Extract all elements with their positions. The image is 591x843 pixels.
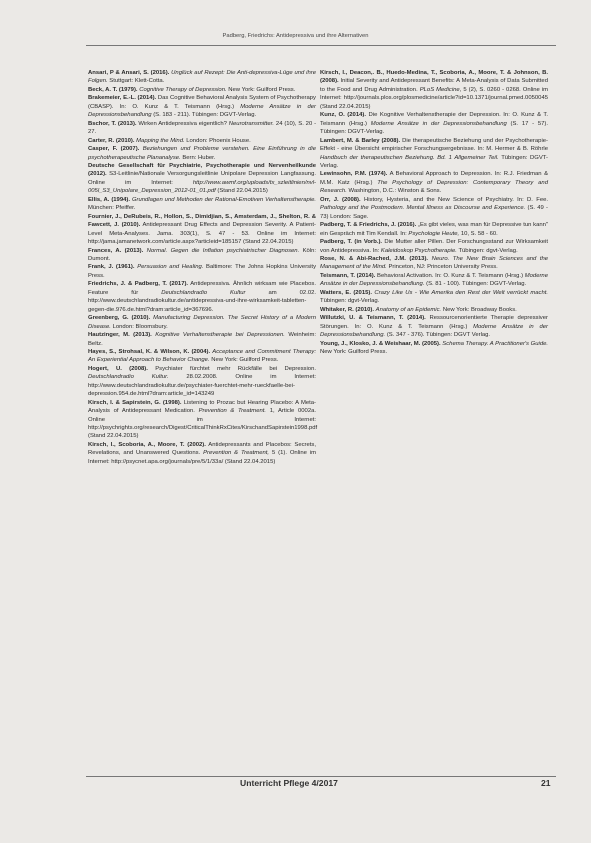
reference-authors: Ellis, A. (1994). xyxy=(88,196,130,203)
reference-details: (S. 49 - 73) London: Sage. xyxy=(320,205,548,220)
reference-details: London: Phoenix House. xyxy=(186,137,251,144)
reference-text: Behavioral Activation. In: O. Kunz & T. Teismann (Hrsg.) xyxy=(377,272,524,279)
reference-details: 1, Article 0002a. Online im Internet: http://psychrights.org/research/Digest/CriticalThinkRxCites/KirschandSapirstein1998.pdf (Stand 22.04.2015) xyxy=(88,408,318,440)
reference-entry xyxy=(88,348,316,365)
reference-title: Neurotransmitter. xyxy=(228,120,275,127)
reference-authors: Hogert, U. (2008). xyxy=(88,365,148,372)
reference-authors: Hautzinger, M. (2013). xyxy=(88,332,152,339)
reference-authors: Whitaker, R. (2010). xyxy=(320,306,375,313)
reference-text: A Behavioral Approach to Depression. In: R.J. Friedman & M.M. Katz (Hrsg.) xyxy=(320,171,549,186)
reference-authors: Teismann, T. (2014). xyxy=(320,272,376,279)
reference-entry xyxy=(320,272,548,289)
reference-details: New York: Guilford Press. xyxy=(211,357,279,364)
reference-title: Neuro. The New Brain Sciences and the Management of the Mind. xyxy=(320,255,549,271)
reference-entry xyxy=(320,238,548,255)
reference-details: 5 (1). Online im Internet: http://psycnet.apa.org/journals/pre/5/1/33a/ (Stand 22.04.2015) xyxy=(88,450,316,465)
reference-authors: Friedrichs, J. & Padberg, T. (2017). xyxy=(88,281,189,288)
reference-title: Unglück auf Rezept: Die Anti-depressiva-Lüge und ihre Folgen. xyxy=(88,70,317,85)
reference-title: Handbuch der therapeutischen Beziehung. Bd. 1 Allgemeiner Teil. xyxy=(320,154,499,161)
reference-details: 24 (10), S. 20 - 27. xyxy=(88,120,317,136)
reference-details: am 02.02. http://www.deutschlandradiokultur.de/antidepressiva-und-ihre-wirksamkeit-tabletten-gegen-die.976.de.html?dram:article_id=367696. xyxy=(88,289,317,313)
reference-entry xyxy=(88,399,316,441)
reference-details: Princeton, NJ: Princeton University Press. xyxy=(388,264,498,271)
footer-rule xyxy=(86,776,556,777)
reference-authors: Orr, J. (2008). xyxy=(320,196,361,203)
reference-details: New York: Guilford Press. xyxy=(228,86,296,93)
reference-details: Baltimore: The Johns Hopkins University Press. xyxy=(88,264,317,279)
reference-authors: Rose, N. & Abi-Rached, J.M. (2013). xyxy=(320,255,429,262)
reference-text: Das Cognitive Behavioral Analysis System of Psychotherapy (CBASP). In: O. Kunz & T. Teismann (Hrsg.) xyxy=(88,95,316,110)
reference-title: Crazy Like Us - Wie Amerika den Rest der Welt verrückt macht. xyxy=(374,289,549,296)
reference-entry xyxy=(320,289,548,306)
reference-text: Wirken Antidepressiva eigentlich? xyxy=(138,120,227,127)
reference-entry xyxy=(88,213,316,247)
reference-authors: Frances, A. (2013). xyxy=(88,247,144,254)
reference-details: 28.02.2008. Online im Internet: http://www.deutschlandradiokultur.de/psychiater-fuerchtet-mehr-rueckfaelle-bei-depression.954.de.html?dram:article_id=143249 xyxy=(88,374,316,398)
reference-authors: Kirsch, I., Deacon,. B., Huedo-Medina, T., Scoboria, A., Moore, T. & Johnson, B. (2008). xyxy=(320,70,548,85)
reference-entry xyxy=(88,247,316,264)
reference-title: Manufacturing Depression. The Secret History of a Modern Disease. xyxy=(88,315,317,330)
reference-title: Schema Therapy. A Practitioner's Guide. xyxy=(442,340,549,347)
reference-title: Psychologie Heute, xyxy=(408,230,460,237)
reference-title: Prevention & Treatment. xyxy=(198,408,267,415)
reference-text: Ressourcenorientierte Therapie depressiver Störungen. In: O. Kunz & T. Teismann (Hrsg.) xyxy=(320,315,548,330)
reference-details: (S. 81 - 100). Tübingen: DGVT-Verlag. xyxy=(426,281,527,288)
header-rule xyxy=(86,45,556,46)
reference-title: The Psychology of Depression: Contemporary Theory and Research. xyxy=(320,179,548,195)
reference-entry xyxy=(88,314,316,331)
page-number: 21 xyxy=(541,778,551,788)
reference-authors: Padberg, T. (in Vorb.). xyxy=(320,239,383,246)
reference-details: Bern: Huber. xyxy=(182,154,216,161)
reference-entry xyxy=(320,111,548,136)
reference-title: Normal. Gegen die Inflation psychiatrischer Diagnosen. xyxy=(146,247,300,254)
reference-title: Deutschlandradio Kultur. xyxy=(88,374,169,381)
reference-details: Tübingen: DGVT-Verlag. xyxy=(320,154,549,169)
reference-title: Grundlagen und Methoden der Rational-Emotiven Verhaltenstherapie. xyxy=(131,196,316,203)
reference-authors: Brakemeier, E.-L. (2014). xyxy=(88,95,157,102)
reference-authors: Lambert, M. & Barley (2008). xyxy=(320,137,401,144)
reference-authors: Kunz, O. (2014). xyxy=(320,112,366,119)
reference-title: Kognitive Verhaltenstherapie bei Depressionen. xyxy=(155,332,285,339)
reference-details: London: Bloomsbury. xyxy=(112,323,168,330)
reference-entry xyxy=(88,365,316,399)
reference-text: Antidepressants and Placebos: Secrets, Revelations, and Unanswered Questions. xyxy=(88,441,316,457)
reference-authors: Willutzki, U. & Teismann, T. (2014). xyxy=(320,315,426,322)
reference-title: Mapping the Mind. xyxy=(136,137,185,144)
reference-details: (S. 347 - 376). Tübingen: DGVT Verlag. xyxy=(386,332,491,339)
reference-details: Tübingen: dgvt-Verlag. xyxy=(320,298,380,305)
reference-entry xyxy=(320,196,548,221)
reference-authors: Fournier, J., DeRubeis, R., Hollon, S., Dimidjian, S., Amsterdam, J., Shelton, R. & Fawcett, J. (2010). xyxy=(88,213,316,229)
reference-authors: Hayes, S., Strohsal, K. & Wilson, K. (2004). xyxy=(88,348,211,355)
reference-title: Persuasion and Healing. xyxy=(137,264,204,271)
reference-title: Moderne Ansätze in der Depressionsbehandlung xyxy=(370,120,507,127)
reference-entry xyxy=(88,137,316,145)
reference-authors: Ansari, P & Ansari, S. (2016). xyxy=(88,70,170,76)
reference-title: Acceptance and Commitment Therapy: An Experiential Approach to Behavior Change. xyxy=(88,348,317,364)
reference-text: History, Hysteria, and the New Science of Psychiatry. In: D. Fee. xyxy=(363,196,549,203)
reference-authors: Casper, F. (2007). xyxy=(88,146,140,153)
reference-title: http://www.awmf.org/uploads/tx_szleitlinien/nvl-005l_S3_Unipolare_Depression_2012-01_01.pdf xyxy=(88,179,316,195)
reference-title: Deutschlandradio Kultur xyxy=(161,289,246,296)
references-right-column xyxy=(320,69,548,356)
reference-entry xyxy=(320,340,548,357)
reference-entry xyxy=(88,196,316,213)
reference-entry xyxy=(88,86,316,94)
reference-details: Weinheim: Beltz. xyxy=(88,332,317,347)
reference-text: Die therapeutische Beziehung und der Psychotherapie-Effekt - eine Übersicht empirischer Forschungsergebnisse. In: M. Hermer & B. Röhrle xyxy=(320,137,548,153)
reference-title: Kaleidoskop Psychotherapie. xyxy=(380,247,457,254)
reference-authors: Young, J., Klosko, J. & Weishaar, M. (2005). xyxy=(320,340,441,347)
reference-title: Anatomy of an Epidemic. xyxy=(375,306,442,313)
reference-entry xyxy=(88,120,316,137)
reference-title: Moderne Ansätze in der Depressionsbehandlung xyxy=(88,103,316,119)
reference-title: PLoS Medicine, xyxy=(419,86,462,93)
reference-authors: Frank, J. (1961). xyxy=(88,264,135,271)
reference-text: Antidepressiva. Ähnlich wirksam wie Placebos. Feature für xyxy=(88,281,317,296)
reference-title: Prevention & Treatment, xyxy=(203,450,270,457)
reference-text: S3-Leitlinie/Nationale Versorgungsleitlinie Unipolare Depression Langfassung. Online im Internet: xyxy=(88,171,316,186)
footer-journal-issue: Unterricht Pflege 4/2017 xyxy=(240,778,338,788)
reference-authors: Bschor, T. (2013). xyxy=(88,120,137,127)
reference-entry xyxy=(320,255,548,272)
reference-details: New York: Guilford Press. xyxy=(320,348,388,355)
reference-title: Pathology and the Postmodern. Mental Illness as Discourse and Experience. xyxy=(320,205,526,212)
reference-title: Moderne Ansätze in der Depressionsbehandlung. xyxy=(320,272,548,288)
reference-authors: Lewinsohn, P.M. (1974). xyxy=(320,171,388,178)
reference-entry xyxy=(88,331,316,348)
reference-authors: Kirsch, I., Scoboria, A., Moore, T. (2002). xyxy=(88,441,206,448)
reference-authors: Carter, R. (2010). xyxy=(88,137,135,144)
reference-entry xyxy=(88,94,316,119)
reference-text: Listening to Prozac but Hearing Placebo: A Meta-Analysis of Antidepressant Medication. xyxy=(88,399,316,415)
reference-entry xyxy=(320,69,548,111)
reference-authors: Beck, A. T. (1979). xyxy=(88,86,138,93)
reference-details: München: Pfeiffer. xyxy=(88,205,136,212)
reference-text: Antidepressant Drug Effects and Depression Severity. A Patient-Level Meta-Analyses. Jama. 303(1), S. 47 - 53. Online im Internet: http://jama.jamanetwork.com/article.aspx?articleid=185157 (Stand 22.04.2015) xyxy=(88,222,316,246)
reference-authors: Deutsche Gesellschaft für Psychiatrie, Psychotherapie und Nervenheilkunde (2012). xyxy=(88,162,316,178)
reference-details: 10, S. 58 - 60. xyxy=(460,230,498,237)
reference-text: Die Mutter aller Pillen. Der Forschungsstand zur Wirksamkeit von Antidepressiva. In: xyxy=(320,239,548,254)
reference-text: Psychiater fürchtet mehr Rückfälle bei Depression. xyxy=(155,365,316,372)
reference-authors: Watters, E. (2015). xyxy=(320,289,372,296)
reference-text: Die Kognitive Verhaltenstherapie der Depression. In: O. Kunz & T. Teismann (Hrsg.) xyxy=(320,112,548,127)
reference-entry xyxy=(88,162,316,196)
reference-entry xyxy=(320,170,548,195)
running-header: Padberg, Friedrichs: Antidepressiva und ihre Alternativen xyxy=(222,33,369,39)
reference-entry xyxy=(88,263,316,280)
reference-entry xyxy=(320,221,548,238)
reference-details: (Stand 22.04.2015) xyxy=(217,188,268,195)
reference-details: Stuttgart: Klett-Cotta. xyxy=(109,78,165,85)
reference-authors: Padberg, T. & Friedrichs, J. (2016). xyxy=(320,222,417,229)
reference-entry xyxy=(88,145,316,162)
reference-details: (S. 17 - 57). Tübingen: DGVT-Verlag. xyxy=(320,120,549,136)
reference-entry xyxy=(320,137,548,171)
reference-entry xyxy=(88,69,316,86)
reference-title: Beziehungen und Probleme verstehen. Eine Einführung in die psychotherapeutische Plananalyse. xyxy=(88,146,317,161)
reference-entry xyxy=(88,441,316,466)
reference-entry xyxy=(320,306,548,314)
reference-details: (S. 183 - 211). Tübingen: DGVT-Verlag. xyxy=(153,112,257,119)
reference-entry xyxy=(320,314,548,339)
reference-title: Moderne Ansätze in der Depressionsbehandlung. xyxy=(320,323,548,339)
reference-authors: Greenberg, G. (2010). xyxy=(88,315,151,322)
reference-details: Köln: Dumont. xyxy=(88,247,316,262)
reference-details: New York: Broadway Books. xyxy=(442,306,517,313)
reference-details: Tübingen: dgvt-Verlag. xyxy=(458,247,518,254)
reference-text: „Es gibt vieles, was man für Depressive tun kann" ein Gespräch mit Tim Kendall. In: xyxy=(320,222,549,237)
reference-details: 5 (2), S. 0260 - 0268. Online im Internet: http://journals.plos.org/plosmedicine/article?id=10.1371/journal.pmed.0050045 (Stand 22.04.2015) xyxy=(320,86,549,110)
reference-entry xyxy=(88,280,316,314)
reference-text: Initial Severity and Antidepressant Benefits: A Meta-Analysis of Data Submitted to the Food and Drug Administration. xyxy=(320,78,548,93)
reference-title: Cognitive Therapy of Depression. xyxy=(139,86,227,93)
reference-authors: Kirsch, I. & Sapirstein, G. (1998). xyxy=(88,399,182,406)
reference-details: Washington, D.C.: Winston & Sons. xyxy=(348,188,442,195)
references-left-column xyxy=(88,69,316,466)
